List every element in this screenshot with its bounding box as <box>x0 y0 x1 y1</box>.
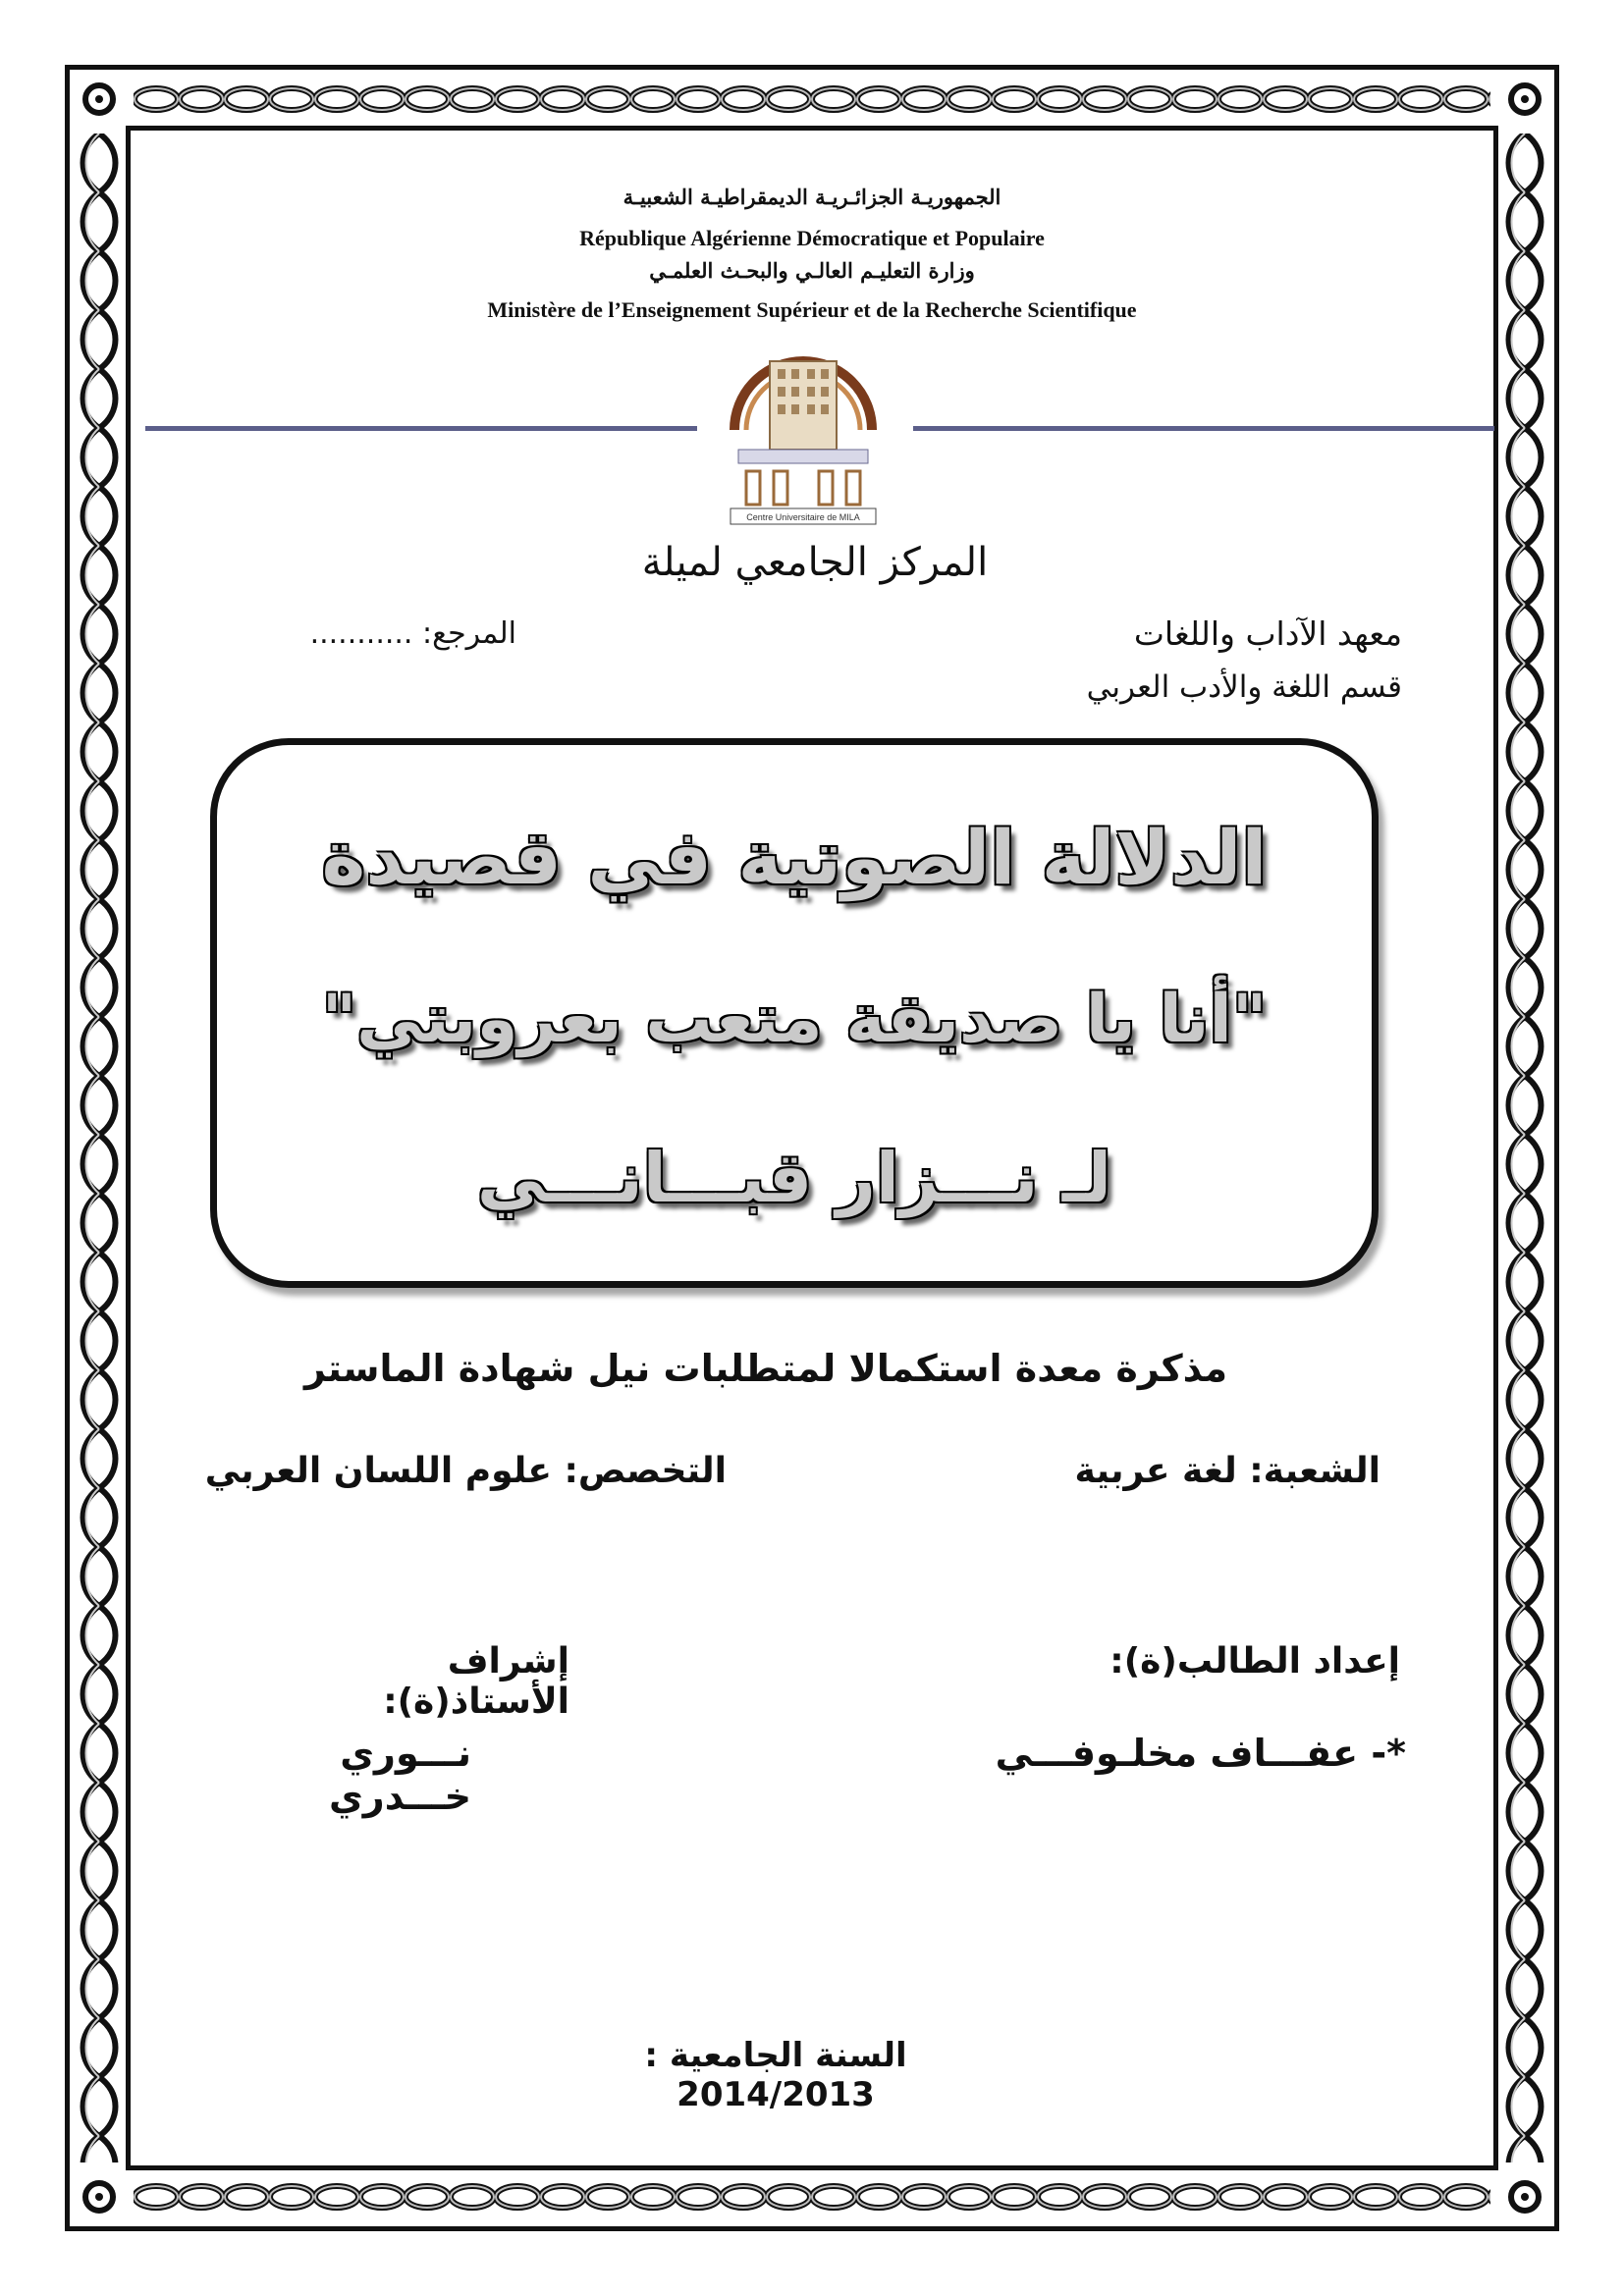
corner-ornament-icon <box>1498 73 1551 126</box>
header-divider-right <box>913 426 1494 431</box>
border-chain-bottom <box>134 2170 1490 2223</box>
university-building-logo-icon <box>725 312 882 526</box>
ministry-french: Ministère de l’Enseignement Supérieur et de la Recherche Scientifique <box>487 297 1137 322</box>
corner-ornament-icon <box>1498 2170 1551 2223</box>
border-chain-top <box>134 73 1490 126</box>
prepared-by-label: إعداد الطالب(ة): <box>1110 1641 1400 1682</box>
branch-field: الشعبة: لغة عربية <box>1074 1451 1380 1491</box>
student-name: *- عفـــاف مخلـوفـــي <box>995 1732 1406 1775</box>
memo-purpose: مذكرة معدة استكمالا لمتطلبات نيل شهادة الماستر <box>303 1347 1228 1390</box>
thesis-title-line1: الدلالة الصوتية في قصيدة <box>321 814 1268 901</box>
corner-ornament-icon <box>73 73 126 126</box>
republic-arabic: الجمهوريـة الجزائـريـة الديمقراطيـة الشعبيـة <box>623 185 1001 209</box>
thesis-title-box <box>210 738 1379 1288</box>
header-divider-left <box>145 426 697 431</box>
ministry-arabic: وزارة التعليـم العالـي والبحـث العلمـي <box>649 258 975 283</box>
supervisor-name: نـــوري خـــدري <box>328 1732 471 1818</box>
border-chain-left <box>73 133 126 2163</box>
institute-name: معهد الآداب واللغات <box>1133 614 1402 653</box>
logo-caption: Centre Universitaire de MILA <box>746 512 860 522</box>
supervisor-label: إشراف الأستاذ(ة): <box>383 1641 569 1722</box>
university-logo <box>725 312 882 526</box>
reference-field: المرجع: ........... <box>309 616 516 651</box>
thesis-title-line2: "أنا يا صديقة متعب بعروبتي" <box>321 981 1268 1058</box>
specialty-field: التخصص: علوم اللسان العربي <box>204 1451 727 1491</box>
thesis-title-author: لـ نـــزار قبـــانـــي <box>476 1138 1112 1218</box>
academic-year: السنة الجامعية : 2014/2013 <box>644 2036 907 2114</box>
university-center-name: المركز الجامعي لميلة <box>641 540 989 585</box>
republic-french: République Algérienne Démocratique et Populaire <box>579 226 1045 250</box>
department-name: قسم اللغة والأدب العربي <box>1086 669 1402 705</box>
border-chain-right <box>1498 133 1551 2163</box>
corner-ornament-icon <box>73 2170 126 2223</box>
